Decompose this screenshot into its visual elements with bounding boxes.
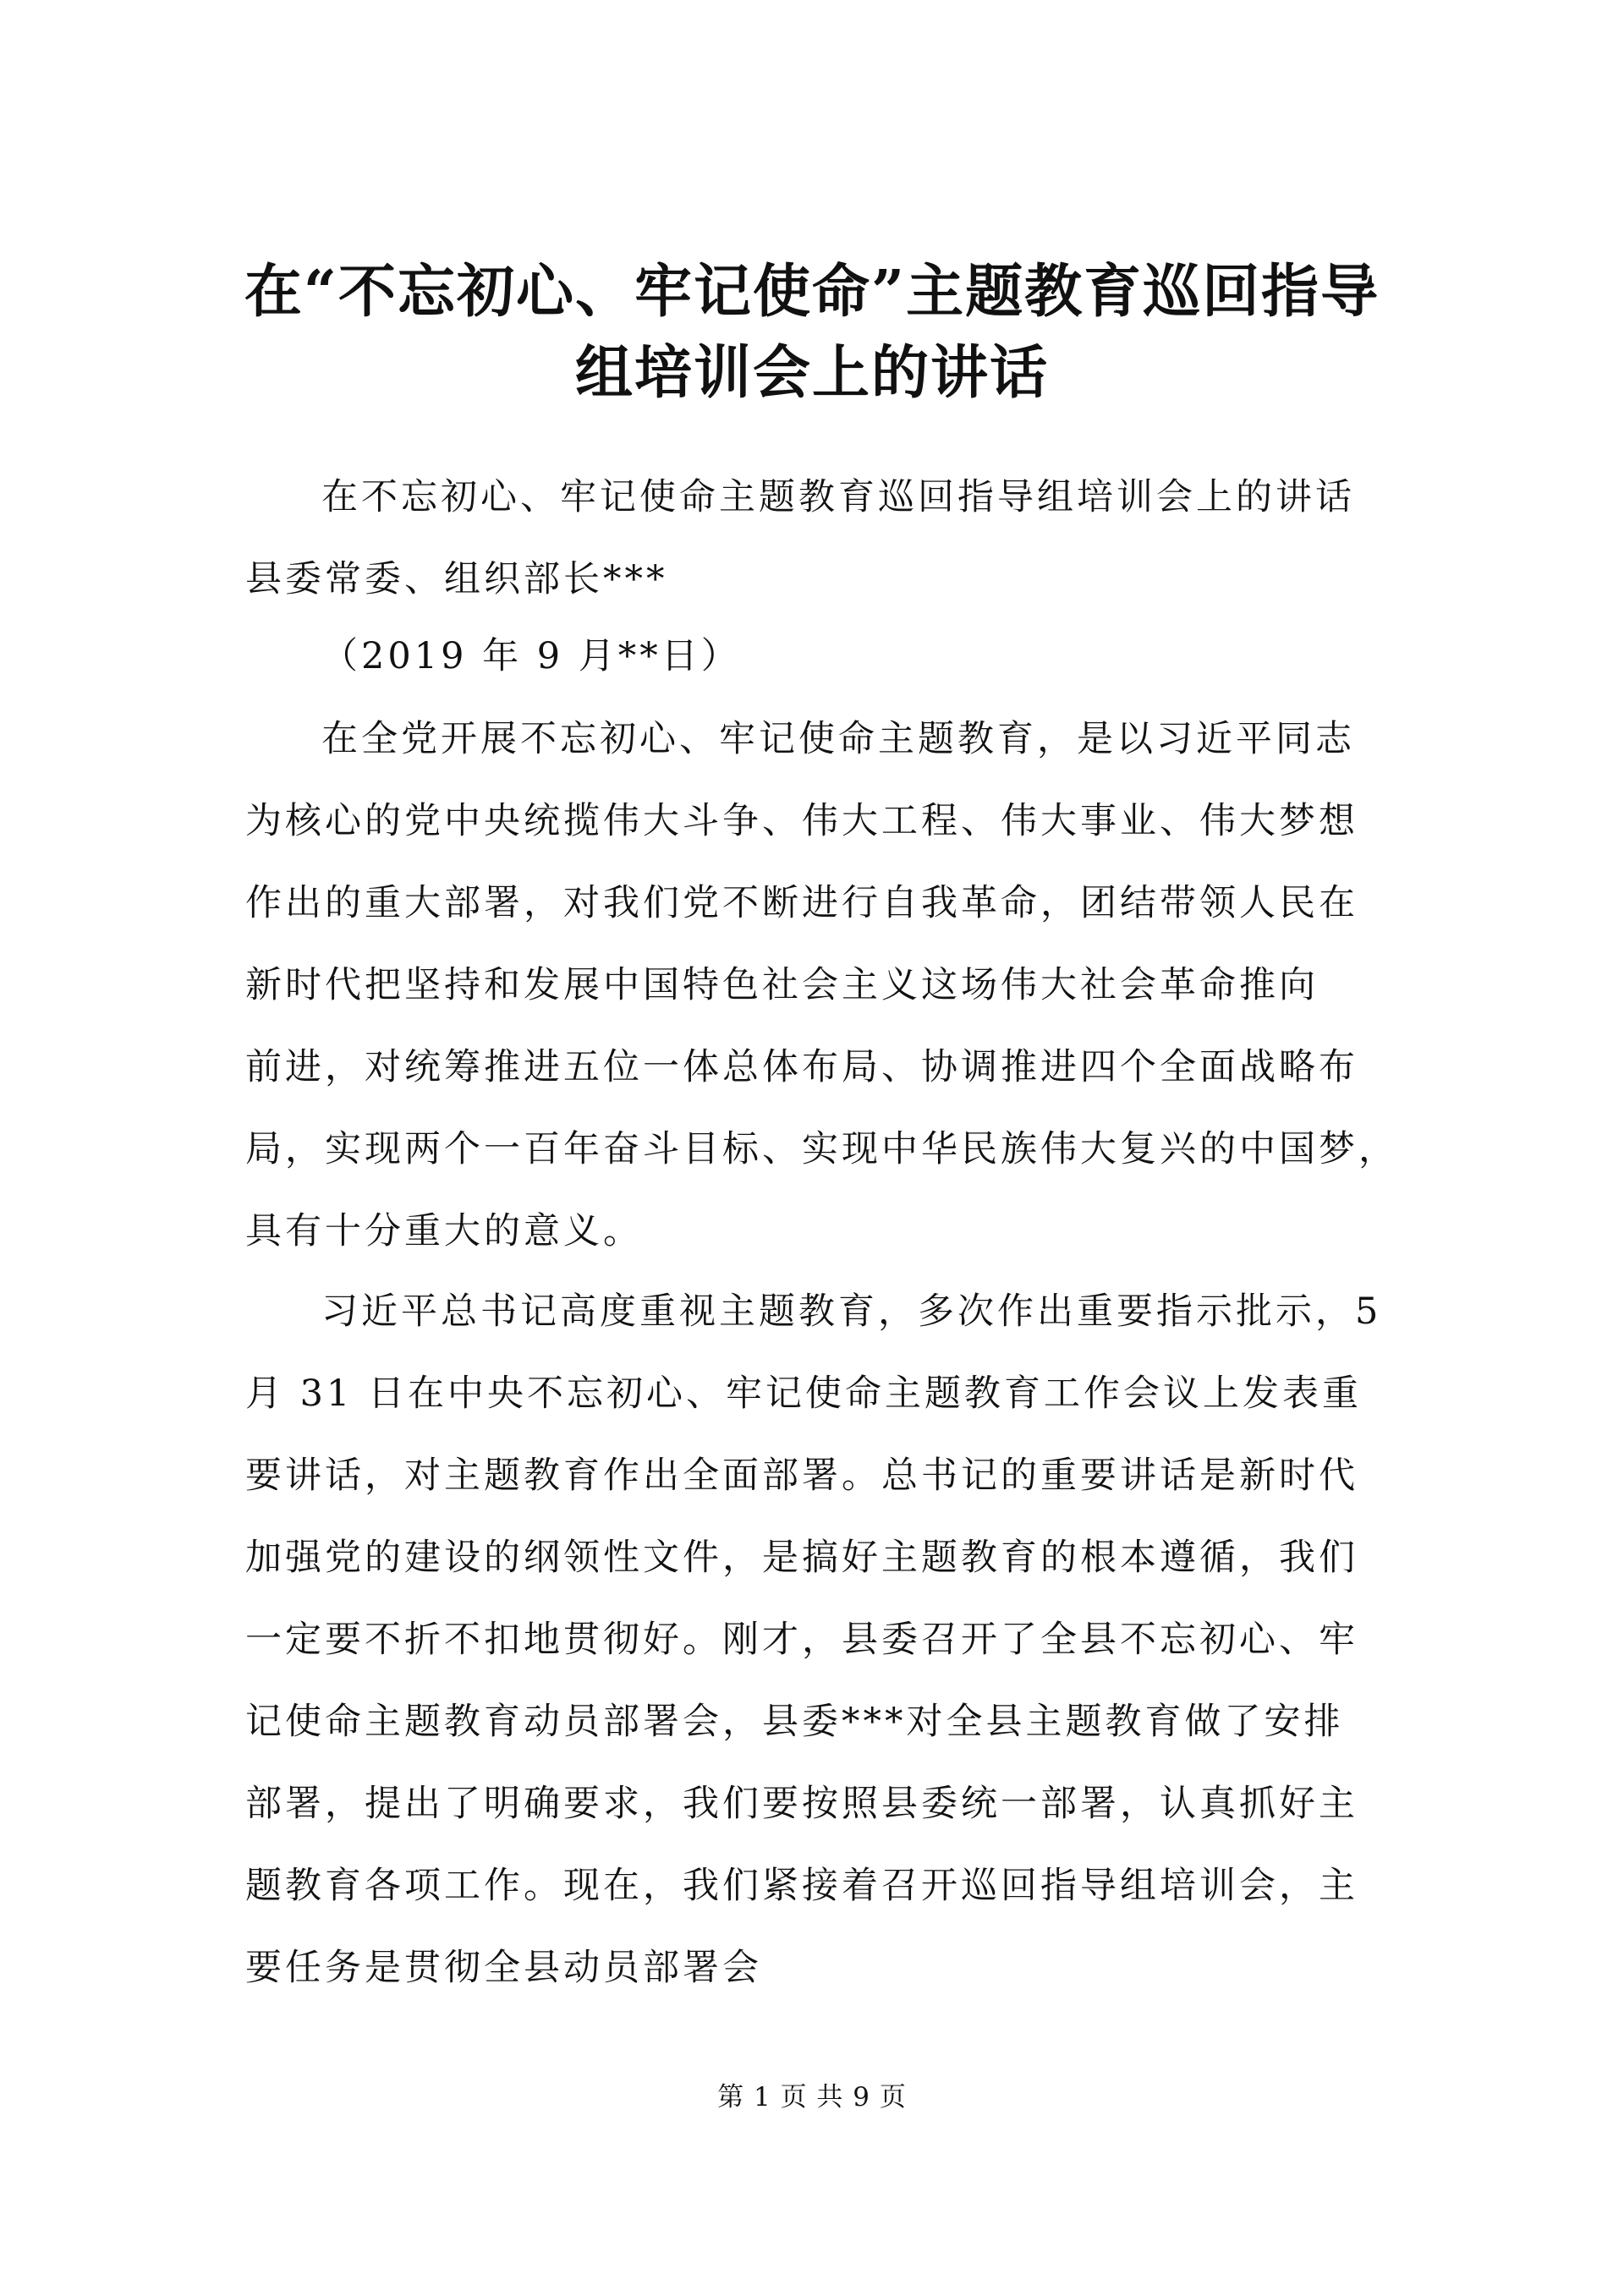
paragraph-line: 加强党的建设的纲领性文件，是搞好主题教育的根本遵循，我们 [245,1537,1358,1579]
paragraph-line: 具有十分重大的意义。 [245,1210,643,1252]
paragraph-line: 新时代把坚持和发展中国特色社会主义这场伟大社会革命推向 [245,964,1319,1006]
subtitle-line: 在不忘初心、牢记使命主题教育巡回指导组培训会上的讲话 [321,476,1355,518]
paragraph-line: 月 31 日在中央不忘初心、牢记使命主题教育工作会议上发表重 [245,1373,1363,1415]
paragraph-line: 习近平总书记高度重视主题教育，多次作出重要指示批示，5 [321,1290,1382,1333]
date-line: （2019 年 9 月**日） [321,635,741,677]
paragraph-line: 前进，对统筹推进五位一体总体布局、协调推进四个全面战略布 [245,1046,1358,1088]
document-title-line-1: 在“不忘初心、牢记使命”主题教育巡回指导 [244,258,1380,326]
paragraph-line: 题教育各项工作。现在，我们紧接着召开巡回指导组培训会，主 [245,1865,1358,1907]
paragraph-line: 一定要不折不扣地贯彻好。刚才，县委召开了全县不忘初心、牢 [245,1619,1358,1661]
date-block [245,616,1446,698]
paragraph-line: 记使命主题教育动员部署会，县委***对全县主题教育做了安排 [245,1701,1344,1743]
subtitle-block [245,457,1446,621]
paragraph-line: 部署，提出了明确要求，我们要按照县委统一部署，认真抓好主 [245,1783,1358,1825]
paragraph-line: 作出的重大部署，对我们党不断进行自我革命，团结带领人民在 [245,882,1358,924]
page-number-footer: 第 1 页 共 9 页 [717,2082,907,2112]
paragraph-line: 要讲话，对主题教育作出全面部署。总书记的重要讲话是新时代 [245,1455,1358,1497]
paragraph-line: 局，实现两个一百年奋斗目标、实现中华民族伟大复兴的中国梦， [245,1128,1398,1170]
author-line: 县委常委、组织部长*** [245,558,668,600]
paragraph-line: 要任务是贯彻全县动员部署会 [245,1947,762,1989]
document-title-line-2: 组培训会上的讲话 [574,339,1049,407]
body-paragraph-2 [245,1271,1446,2009]
paragraph-line: 为核心的党中央统揽伟大斗争、伟大工程、伟大事业、伟大梦想 [245,800,1358,842]
body-paragraph-1 [245,699,1446,1273]
paragraph-line: 在全党开展不忘初心、牢记使命主题教育，是以习近平同志 [321,718,1355,760]
